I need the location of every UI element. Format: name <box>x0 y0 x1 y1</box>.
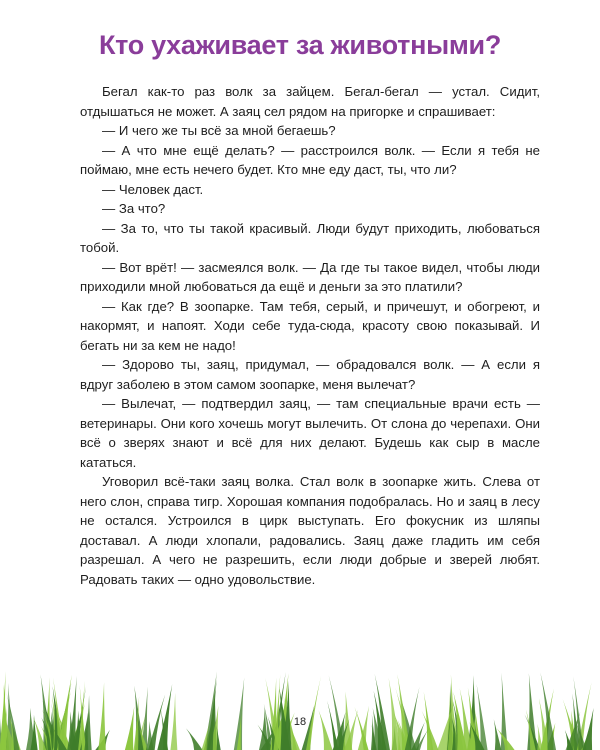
grass-blade <box>306 676 321 750</box>
grass-icon <box>0 670 600 750</box>
paragraph: — И чего же ты всё за мной бегаешь? <box>102 123 336 138</box>
paragraph: — А что мне ещё делать? — расстроился волк. — Если я тебя не поймаю, мне есть нечего будет. Кто мне еду даст, ты, что ли? <box>80 142 540 177</box>
paragraph: — Как где? В зоопарке. Там тебя, серый, и причешут, и обогреют, и накормят, и напоят. Ходи себе туда-сюда, красотy свою показывай. И бегать ни за кем не надо! <box>80 298 540 353</box>
grass-blade <box>125 706 134 750</box>
grass-blade <box>0 671 6 750</box>
story-text <box>80 82 540 589</box>
paragraph: Уговорил всё-таки заяц волка. Стал волк в зоопарке жить. Слева от него слон, справа тигр. Хорошая компания подобралась. Но и заяц в лесу не остался. Устроился в цирк выступать. Его фокусник из шляпы доставал. А люди хлопали, радовались. Заяц даже гладить им себя разрешал. А чего не разрешить, если люди добрые и зверей любят. Радовать таких — одно удовольствие. <box>80 474 540 587</box>
paragraph: — Человек даст. <box>102 181 204 197</box>
grass-blade <box>186 728 203 750</box>
paragraph: — Здорово ты, заяц, придумал, — обрадовался волк. — А если я вдруг заболею в этом самом зоопарке, меня вылечат? <box>80 357 540 392</box>
page-title: Кто ухаживает за животными? <box>98 30 502 60</box>
grass-illustration <box>0 670 600 750</box>
page-number: 18 <box>293 716 307 728</box>
grass-blade <box>389 678 401 750</box>
paragraph: Бегал как-то раз волк за зайцем. Бегал-бегал — устал. Сидит, отдышаться не может. А заяц сел рядом на пригорке и спрашивает: <box>80 84 540 119</box>
paragraph: — Вылечат, — подтвердил заяц, — там специальные врачи есть — ветеринары. Они кого хочешь могут вылечить. От слона до черепахи. Они всё о зверях знают и всё для них делают. Будешь как сыр в масле кататься. <box>80 396 540 470</box>
paragraph: — За то, что ты такой красивый. Люди будут приходить, любоваться тобой. <box>80 220 540 255</box>
paragraph: — За что? <box>102 201 166 216</box>
paragraph: — Вот врёт! — засмеялся волк. — Да где ты такое видел, чтобы люди приходили мной любоваться да ещё и деньги за это платили? <box>80 259 540 294</box>
